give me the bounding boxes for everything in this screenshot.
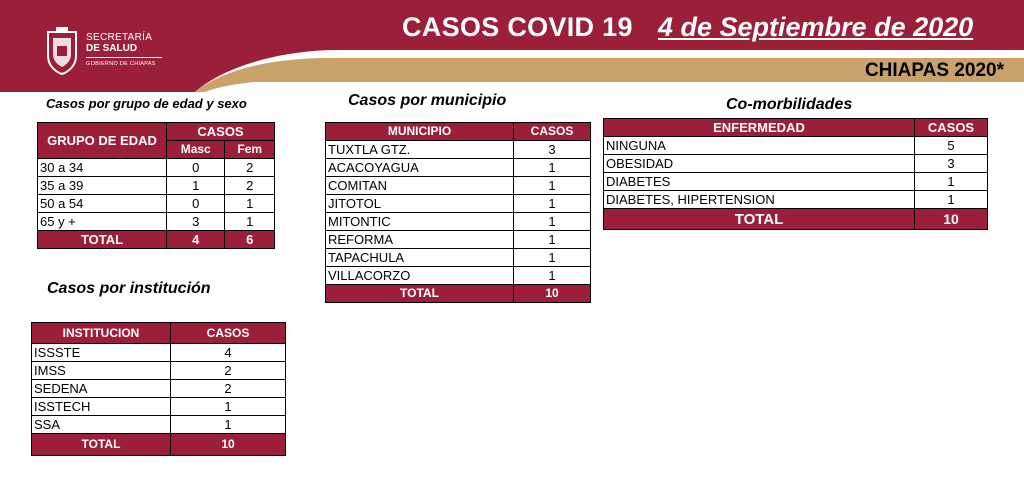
cases-cell: 5: [915, 137, 988, 155]
age-group-cell: 35 a 39: [38, 177, 167, 195]
table-row: [326, 195, 591, 213]
table-row: [38, 159, 275, 177]
col-cases: CASOS: [915, 119, 988, 137]
table-row: [32, 398, 286, 416]
header-banner: [0, 0, 1024, 92]
total-cases: 10: [915, 209, 988, 230]
table-row: [326, 267, 591, 285]
age-group-cell: 30 a 34: [38, 159, 167, 177]
age-sex-heading: Casos por grupo de edad y sexo: [46, 96, 247, 111]
cases-cell: 4: [171, 344, 286, 362]
institution-cell: SEDENA: [32, 380, 171, 398]
cases-cell: 1: [514, 213, 591, 231]
col-masc: Masc: [167, 141, 225, 159]
total-masc: 4: [167, 231, 225, 249]
table-row: [326, 177, 591, 195]
table-row: [326, 141, 591, 159]
table-row: [32, 380, 286, 398]
col-disease: ENFERMEDAD: [604, 119, 915, 137]
fem-cell: 1: [225, 213, 275, 231]
institution-cell: ISSTECH: [32, 398, 171, 416]
fem-cell: 2: [225, 159, 275, 177]
table-row: [32, 362, 286, 380]
logo-divider: [86, 57, 162, 58]
table-row: [326, 231, 591, 249]
masc-cell: 0: [167, 195, 225, 213]
comorbidities-table: [603, 118, 988, 230]
table-row: [32, 416, 286, 434]
cases-cell: 1: [915, 173, 988, 191]
total-fem: 6: [225, 231, 275, 249]
cases-cell: 2: [171, 362, 286, 380]
cases-cell: 1: [514, 177, 591, 195]
col-municipality: MUNICIPIO: [326, 123, 514, 141]
municipality-cell: COMITAN: [326, 177, 514, 195]
table-row: [38, 213, 275, 231]
municipality-cell: TUXTLA GTZ.: [326, 141, 514, 159]
table-row: [326, 249, 591, 267]
municipality-heading: Casos por municipio: [348, 92, 507, 109]
disease-cell: OBESIDAD: [604, 155, 915, 173]
institution-cell: ISSSTE: [32, 344, 171, 362]
col-cases: CASOS: [171, 323, 286, 344]
table-row: [604, 155, 988, 173]
municipality-cell: JITOTOL: [326, 195, 514, 213]
cases-cell: 1: [514, 267, 591, 285]
cases-cell: 1: [514, 159, 591, 177]
col-institution: INSTITUCION: [32, 323, 171, 344]
col-cases: CASOS: [514, 123, 591, 141]
total-cases: 10: [514, 285, 591, 303]
table-row: [32, 344, 286, 362]
institution-cell: SSA: [32, 416, 171, 434]
masc-cell: 3: [167, 213, 225, 231]
cases-cell: 1: [514, 231, 591, 249]
municipality-cell: TAPACHULA: [326, 249, 514, 267]
age-sex-table: [37, 122, 275, 249]
table-row: [326, 159, 591, 177]
table-row: [38, 177, 275, 195]
cases-cell: 3: [915, 155, 988, 173]
logo-line3: GOBIERNO DE CHIAPAS: [86, 61, 156, 67]
municipality-cell: MITONTIC: [326, 213, 514, 231]
logo-line1: SECRETARÍA: [86, 32, 153, 43]
total-row: [38, 231, 275, 249]
disease-cell: DIABETES, HIPERTENSION: [604, 191, 915, 209]
total-row: [32, 434, 286, 456]
municipality-table: [325, 122, 591, 303]
total-label: TOTAL: [604, 209, 915, 230]
table-row: [604, 191, 988, 209]
institution-table: [31, 322, 286, 456]
masc-cell: 0: [167, 159, 225, 177]
total-label: TOTAL: [32, 434, 171, 456]
institution-cell: IMSS: [32, 362, 171, 380]
state-label: CHIAPAS 2020*: [864, 60, 1004, 81]
col-cases: CASOS: [167, 123, 275, 141]
col-fem: Fem: [225, 141, 275, 159]
disease-cell: DIABETES: [604, 173, 915, 191]
comorbidities-heading: Co-morbilidades: [726, 96, 853, 113]
total-label: TOTAL: [38, 231, 167, 249]
cases-cell: 1: [171, 416, 286, 434]
total-label: TOTAL: [326, 285, 514, 303]
table-row: [38, 195, 275, 213]
secretaria-salud-logo: [44, 26, 164, 82]
cases-cell: 1: [514, 195, 591, 213]
total-row: [326, 285, 591, 303]
table-row: [604, 137, 988, 155]
cases-cell: 1: [915, 191, 988, 209]
age-group-cell: 65 y +: [38, 213, 167, 231]
cases-cell: 3: [514, 141, 591, 159]
fem-cell: 1: [225, 195, 275, 213]
report-date: 4 de Septiembre de 2020: [658, 12, 974, 42]
disease-cell: NINGUNA: [604, 137, 915, 155]
cases-cell: 2: [171, 380, 286, 398]
total-cases: 10: [171, 434, 286, 456]
total-row: [604, 209, 988, 230]
table-row: [604, 173, 988, 191]
table-row: [326, 213, 591, 231]
col-age-group: GRUPO DE EDAD: [38, 123, 167, 159]
municipality-cell: VILLACORZO: [326, 267, 514, 285]
fem-cell: 2: [225, 177, 275, 195]
cases-cell: 1: [514, 249, 591, 267]
coat-of-arms-icon: [44, 26, 80, 76]
municipality-cell: REFORMA: [326, 231, 514, 249]
cases-cell: 1: [171, 398, 286, 416]
institution-heading: Casos por institución: [47, 280, 211, 297]
page-title: CASOS COVID 19: [402, 12, 633, 42]
logo-line2: DE SALUD: [86, 43, 138, 54]
masc-cell: 1: [167, 177, 225, 195]
municipality-cell: ACACOYAGUA: [326, 159, 514, 177]
age-group-cell: 50 a 54: [38, 195, 167, 213]
